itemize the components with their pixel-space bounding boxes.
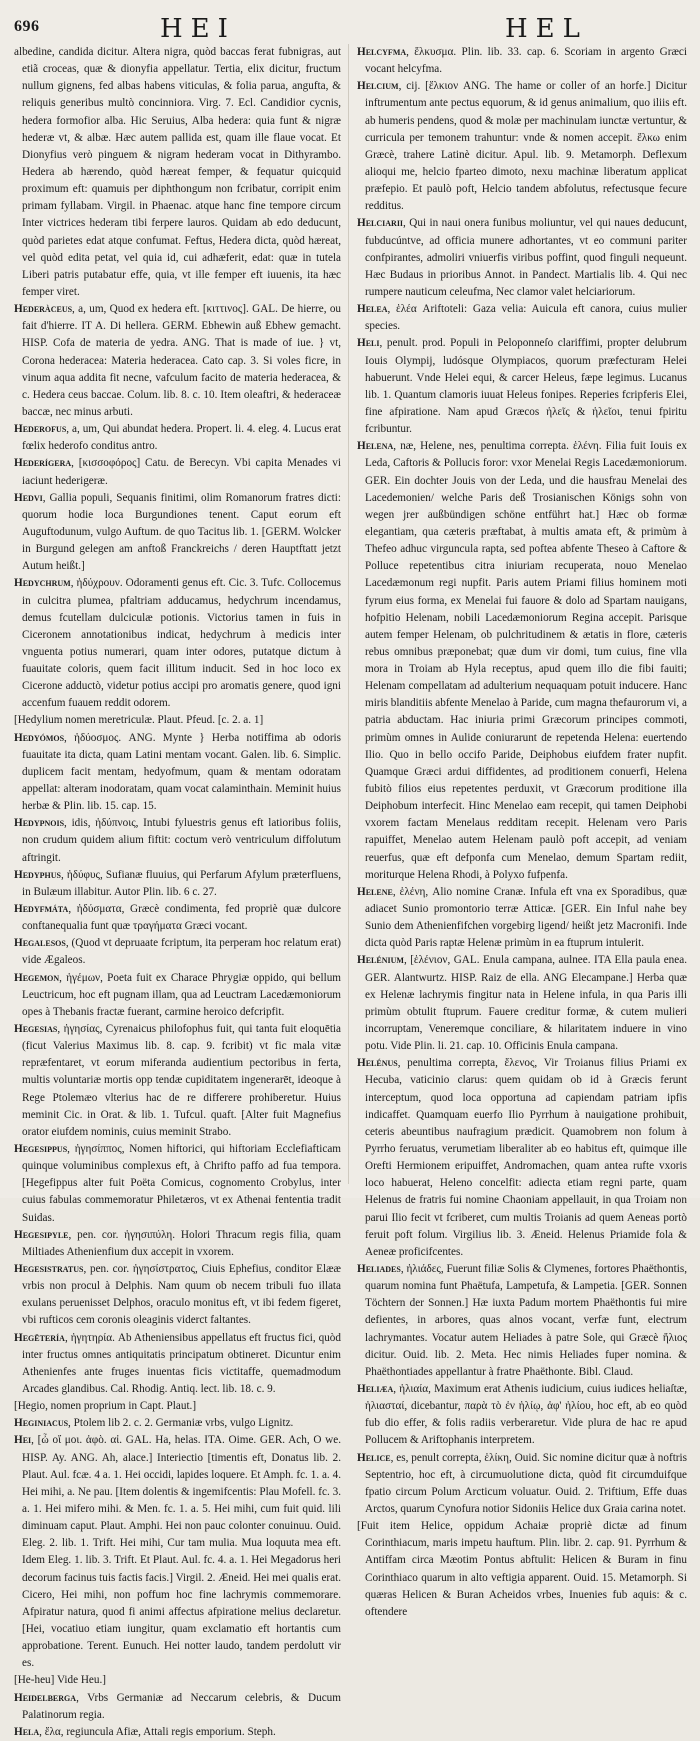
- entry-text: Gallia populi, Sequanis finitimi, olim Romanorum fratres dicti: quorum hodie loca Burgundiones tenent. Caput eorum eft Auguftodunum, vulgo Auftum. de quo Tacitus lib. 1. [GERM. Wolcker in Burgund gelegen am anftoß Franckreichs / deren Hauptftatt jetzt Autum heißt.]: [22, 491, 341, 573]
- entry-headword: Helea: [357, 303, 388, 316]
- entry-text: næ, Helene, nes, penultima correpta. ἑλένη. Filia fuit Iouis ex Leda, Caftoris & Pollucis foror: vxor Menelai Regis Lacedæmoniorum. GER. Ein dochter Jouis von der Leda, und die hausfrau Menelai des Lacedemonien/ welche Paris deß Trosianischen Königs sohn von wegen jrer außbündigen schöne entführt hat.] Hæc ob formæ elegantiam, qua cæteris præftabat, à multis amata eft, & primùm à Thefeo adhuc virguncula rapta, sed poftea abfente Theseo à Caftore & Polluce repetentibus citra iniuriam recuperata, nouo Menelao Lacedæmonum regi nupfit. Paris autem Priami filius hominem moti fyrum eius forma, ex Menelai fui fauore & dolo ad Spartam nauigans, hofpitio Helenam, nobili Lacedæmoniorum Regina accepit. Parisque autem femper Helenam, ob pulchritudinem & ætatis in flore, cæteris rebus omnibus præponebat; quæ dum vir domi, tum cuius, fine vlla mora in Troiam ab Hyla receptus, apud quem illo die fibi fauiti; Helenam compellatam ad adulterium nequaquam potuit inducere. Hanc miris blanditiis abfente Menelao à Paride, cum magna thefaurorum vi, a patria abductam. Hac iniuria primi Græcorum principes commoti, primùm omnes in Aulide coniurarunt de repetenda Helena: euertendo Ilio. Quo in bello occifo Paride, Deiphobus eiufdem frater nupfit. Quamque Græci ardui diffidentes, ad proditionem conuerfi, Helena fubitò filios eius repetentes perduxit, vt Græcorum proditione illa Deiphobum interfecit. Hinc Menelao eam recepit, qui tamen Deiphobi vxorem factam Menelaus redditam recepit. Helenam vero Paris rapuiffet, Menelao autem Helenam paulò poft accepit, ad veniam reuerfus, quæ eft defponfa cum Menelao, demum Spartam rediit, moriturque Helena Rhodi, à Polyxo fufpenfa.: [365, 440, 687, 881]
- entry-text: Qui in naui onera funibus moliuntur, vel qui naues deducunt, fubducúntve, ad officia munere adhortantes, vt eo communi pariter confpirantes, admoliri vniuerfis viribus poffint, quod finguli nequeunt. Hæc Budaus in prioribus Annot. in Pandect. Martialis lib. 4. Qui nec rumpere nauticum celeufma, Nec clamor valet helciariorum.: [365, 217, 688, 298]
- entry-headword: Helénium: [357, 954, 404, 967]
- dictionary-entry: [357, 1518, 687, 1621]
- dictionary-entry: Hegesipyle, pen. cor. ἡγησιπύλη. Holori Thracum regis filia, quam Miltiades Athenienfium dux accepit in vxorem.: [14, 1228, 342, 1258]
- entry-text: ἑλένη, Alio nomine Cranæ. Infula eft vna ex Sporadibus, quæ adiacet Sunio promontorio terræ Atticæ. [GER. Ein Inful nahe bey Sunio dem Athenienfifchen vorgebirg ligend/ heißt jetz Macronifi. Inde dicta quòd Paris raptæ Helenæ primùm in ea ftuprum intulerit.: [365, 885, 688, 950]
- entry-headword: Helciarii: [357, 217, 404, 230]
- entry-text: [ἑλένιον, GAL. Enula campana, aulnee. ITA Ella paula enea. GER. Alantwurtz. HISP. Raiz de ella. ANG Elecampane.] Herba quæ ex Helenæ lachrymis fingitur nata in Helene infula, in qua Paris illi primùm obtulit ftuprum. Fauere creditur formæ, & cutem mulieri incorruptam, Veneremque conciliare, & hilaritatem induere in vino potu. Vide Plin. li. 21. cap. 10. Officinis Enula campana.: [365, 954, 688, 1053]
- entry-headword: Hei: [14, 1434, 32, 1447]
- entry-text: cij. [ἕλκιον ANG. The hame or coller of an horfe.] Dicitur inftrumentum ante pectus equorum, & id genus animalium, quo iliis eft. ab humeris pendens, quod & molæ per machinulam iunctæ vertuntur, & curricula per temonem trahuntur: vnde & nomen accepit. ἕλκω enim Græcè, trahere Latinè dicitur. Apul. lib. 9. Metamorph. Deflexum alioqui me, helcio fparteo dimoto, nexu machinæ liberatum applicat præfepio. Et paulò poft, Helcio tandem abfolutus, refectusque fecure redditus.: [365, 80, 688, 213]
- entry-headword: Hegesias: [14, 1023, 58, 1036]
- entry-headword: Hedypnois: [14, 817, 65, 830]
- dictionary-entry: Helcyfma, ἕλκυσμα. Plin. lib. 33. cap. 6. Scoriam in argento Græci vocant helcyfma.: [357, 46, 687, 76]
- entry-text: a, um, Qui abundat hedera. Propert. li. 4. eleg. 4. Lucus erat fœlix hederofo conditus antro.: [22, 423, 342, 453]
- entry-text: Vrbs Germaniæ ad Neccarum celebris, & Ducum Palatinorum regia.: [22, 1691, 341, 1721]
- entry-text: (Quod vt depruaate fcriptum, ita perperam hoc relatum erat) vide Ægaleos.: [22, 937, 342, 967]
- entry-text: ἑλέα Ariftoteli: Gaza velia: Auicula eft canora, cuius mulier species.: [365, 303, 687, 333]
- dictionary-entry: Hedychrum, ἡδύχρουν. Odoramenti genus eft. Cic. 3. Tufc. Collocemus in culcitra plumea, pfaltriam adducamus, hedychrum incendamus, demus fcutellam dulciculæ potionis. Victorius tamen in fuis in Ciceronem annotationibus indicat, hedychrum à medicis inter vnguenta potius numerari, quam inter odores, putatque dictum à fuauitate coloris, quem facit illitum inducit. Sed in hoc loco ex Cicerone adductò, videtur potius accipi pro aromatis genere, quod igni accenfum fuauem reddit odorem.: [14, 577, 342, 710]
- dictionary-entry: Helénium, [ἑλένιον, GAL. Enula campana, aulnee. ITA Ella paula enea. GER. Alantwurtz. HISP. Raiz de ella. ANG Elecampane.] Herba quæ ex Helenæ lachrymis fingitur nata in Helene infula, in qua Paris illi primùm obtulit ftuprum. Fauere creditur formæ, & cutem mulieri incorruptam, Veneremque conciliare, & hilaritatem induere in vino potu. Vide Plin. li. 21. cap. 10. Officinis Enula campana.: [357, 954, 688, 1053]
- dictionary-entry: Helena, næ, Helene, nes, penultima correpta. ἑλένη. Filia fuit Iouis ex Leda, Caftoris & Pollucis foror: vxor Menelai Regis Lacedæmoniorum. GER. Ein dochter Jouis von der Leda, und die hausfrau Menelai des Lacedemonien/ welche Paris deß Trosianischen Königs sohn von wegen jrer außbündigen schöne entführt hat.] Hæc ob formæ elegantiam, qua cæteris præftabat, à multis amata eft, & primùm à Thefeo adhuc virguncula rapta, sed poftea abfente Theseo à Caftore & Polluce repetentibus citra iniuriam recuperata, nouo Menelao Lacedæmonum regi nupfit. Paris autem Priami filius hominem moti fyrum eius forma, ex Menelai fui fauore & dolo ad Spartam nauigans, hofpitio Helenam, nobili Lacedæmoniorum Regina accepit. Parisque autem femper Helenam, ob pulchritudinem & ætatis in flore, cæteris rebus omnibus præponebat; quæ dum vir domi, tum cuius, fine vlla mora in Troiam ab Hyla receptus, apud quem illo die fibi fauiti; Helenam compellatam ad adulterium nequaquam potuit inducere. Hanc miris blanditiis abfente Menelao à Paride, cum magna thefaurorum vi, a patria abductam. Hac iniuria primi Græcorum principes commoti, primùm omnes in Aulide coniurarunt de repetenda Helena: euertendo Ilio. Quo in bello occifo Paride, Deiphobus eiufdem frater nupfit. Quamque Græci ardui diffidentes, ad proditionem conuerfi, Helena fubitò filios eius repetentes perduxit, vt Græcorum proditione illa Deiphobum interfecit. Hinc Menelao eam recepit, qui tamen Deiphobi vxorem factam Menelaus redditam recepit. Helenam vero Paris rapuiffet, Menelao autem Helenam paulò poft accepit, ad veniam reuerfus, quæ eft defponfa cum Menelao, demum Spartam rediit, moriturque Helena Rhodi, à Polyxo fufpenfa.: [357, 440, 687, 881]
- dictionary-entry: Hegalesos, (Quod vt depruaate fcriptum, ita perperam hoc relatum erat) vide Ægaleos.: [14, 937, 342, 967]
- entry-headword: Hegalesos: [14, 937, 66, 950]
- entry-headword: Heginiacus: [14, 1417, 69, 1430]
- entry-headword: Hedyphus: [14, 868, 61, 881]
- dictionary-entry: Heliæa, ἡλιαία, Maximum erat Athenis iudicium, cuius iudices heliaſtæ, ἡλιασταί, dicebantur, παρὰ τὸ ἐν ἡλίῳ, ἀφ' ἡλίου, hoc eft, ab eo quòd fub dio effer, & folis radiis verberaretur. Vide plura de hac re apud Pollucem & Ariftophanis interpretem.: [357, 1382, 687, 1447]
- entry-text: pen. cor. ἡγησιπύλη. Holori Thracum regis filia, quam Miltiades Athenienfium dux accepit in vxorem.: [22, 1228, 342, 1258]
- dictionary-entry: Hedvi, Gallia populi, Sequanis finitimi, olim Romanorum fratres dicti: quorum hodie loca Burgundiones tenent. Caput eorum eft Auguftodunum, vulgo Auftum. de quo Tacitus lib. 1. [GERM. Wolcker in Burgund gelegen am anftoß Franckreichs / deren Hauptftatt jetzt Autum heißt.]: [14, 491, 341, 573]
- entry-text: [Fuit item Helice, oppidum Achaiæ propriè dictæ ad finum Corinthiacum, maris impetu hauftum. Plin. libr. 2. cap. 91. Pyrrhum & Antiffam circa Mæotim Pontus abftulit: Helicen & Buram in finu Corinthiaco quarum in alto veftigia apparent. Ouid. 15. Metamorph. Si quæras Helicen & Buran Acheidos vrbes, Inuenies fub aquis: & c. oftendere: [357, 1520, 687, 1618]
- entry-headword: Hederofus: [14, 423, 67, 436]
- dictionary-entry: Hegesippus, ἡγησίππος, Nomen hiftorici, qui hiftoriam Ecclefiafticam quinque voluminibus complexus eft, à Chrifto paffo ad fua tempora. [Hegefippus alter fuit Poëta Comicus, cognomento Crobylus, inter cuius fabulas commemoratur Philetæros, vt ex Athenai fententia tradit Suidas.: [14, 1143, 341, 1224]
- entry-headword: Hedyómos: [14, 731, 65, 744]
- entry-headword: Hederígera: [14, 457, 72, 470]
- dictionary-entry: Hegētería, ἡγητηρία. Ab Atheniensibus appellatus eft fructus fici, quòd inter fructus omnes antiquitatis principatum obtineret. Dicuntur enim Athenienfes ante fruges inuentas ficis victitaffe, quemadmodum Arcades glandibus. Cal. Rhodig. Antiq. lect. lib. 18. c. 9.: [14, 1331, 341, 1395]
- entry-text: ἡγησίππος, Nomen hiftorici, qui hiftoriam Ecclefiafticam quinque voluminibus complexus eft, à Chrifto paffo ad fua tempora. [Hegefippus alter fuit Poëta Comicus, cognomento Crobylus, inter cuius fabulas commemoratur Philetæros, vt ex Athenai fententia tradit Suidas.: [22, 1143, 341, 1224]
- entry-text: ἡλιαία, Maximum erat Athenis iudicium, cuius iudices heliaſtæ, ἡλιασταί, dicebantur, παρὰ τὸ ἐν ἡλίῳ, ἀφ' ἡλίου, hoc eft, ab eo quòd fub dio effer, & folis radiis verberaretur. Vide plura de hac re apud Pollucem & Ariftophanis interpretem.: [365, 1382, 687, 1447]
- entry-headword: Helcyfma: [357, 46, 407, 58]
- entry-text: ἕλα, regiuncula Afiæ, Attali regis emporium. Steph.: [44, 1725, 276, 1738]
- entry-text: ἕλκυσμα. Plin. lib. 33. cap. 6. Scoriam in argento Græci vocant helcyfma.: [365, 46, 687, 76]
- entry-headword: Heli: [357, 337, 380, 350]
- entry-headword: Heliades: [357, 1262, 401, 1275]
- entry-text: [Hedylium nomen meretriculæ. Plaut. Pfeud. [c. 2. a. 1]: [14, 714, 264, 727]
- running-head-left: HEI: [160, 14, 236, 44]
- entry-headword: Hederàceus: [14, 303, 73, 316]
- right-column: [357, 44, 688, 1618]
- dictionary-entry: Helea, ἑλέα Ariftoteli: Gaza velia: Auicula eft canora, cuius mulier species.: [357, 303, 687, 333]
- entry-headword: Hedvi: [14, 491, 43, 504]
- entry-text: a, um, Quod ex hedera eft. [κιττινος]. GAL. De hierre, ou fait d'hierre. IT A. Di hellera. GERM. Ebhewin auß Ebhew gemacht. HISP. Cofa de materia de yedra. ANG. That is made of iue. } vt, Corona hederacea: Materia hederacea. Cato cap. 3. Si voles ficre, in vinum aqua addita fit necne, vafculum facito de materia hederacea, & c. Hedera ceus baccae. Colum. lib. 8. c. 10. Item oleaftri, & hederaceæ baccæ, nec minus arbuti.: [22, 303, 342, 418]
- dictionary-entry: Hederofus, a, um, Qui abundat hedera. Propert. li. 4. eleg. 4. Lucus erat fœlix hederofo conditus antro.: [14, 423, 342, 453]
- entry-headword: Helcium: [357, 80, 399, 93]
- entry-text: penult. prod. Populi in Peloponneſo clariffimi, propter delubrum Iouis Olympij, ludósque Olympiacos, quorum præfecturam Helei habuerunt. Vnde Helei equi, & carcer Heleus, fæpe legimus. Lucanus lib. 1. Quantum clamoris iuuat Heleus fonipes. Reperies fcripferis Elei, fine afpiratione. Nam apud Græcos ἠλεῖς & ἠλεῖοι, tenui fpiritu fcribuntur.: [365, 337, 688, 436]
- dictionary-entry: [14, 1398, 341, 1415]
- dictionary-entry: [14, 1672, 341, 1689]
- dictionary-entry: Hederígera, [κισσοφόρος] Catu. de Berecyn. Vbi capita Menades vi iaciunt hederigeræ.: [14, 457, 342, 487]
- entry-headword: Hegesipyle: [14, 1228, 69, 1241]
- dictionary-entry: Heli, penult. prod. Populi in Peloponneſo clariffimi, propter delubrum Iouis Olympij, ludósque Olympiacos, quorum præfecturam Helei habuerunt. Vnde Helei equi, & carcer Heleus, fæpe legimus. Lucanus lib. 1. Quantum clamoris iuuat Heleus fonipes. Reperies fcripferis Elei, fine afpiratione. Nam apud Græcos ἠλεῖς & ἠλεῖοι, tenui fpiritu fcribuntur.: [357, 337, 688, 436]
- dictionary-entry: Heginiacus, Ptolem lib 2. c. 2. Germaniæ vrbs, vulgo Lignitz.: [14, 1417, 294, 1430]
- entry-text: ἡδύχρουν. Odoramenti genus eft. Cic. 3. Tufc. Collocemus in culcitra plumea, pfaltriam adducamus, hedychrum incendamus, demus fcutellam dulciculæ potionis. Victorius tamen in fuis in Ciceronem annotationibus indicat, hedychrum à medicis inter vnguenta potius numerari, quam inter odores, putatque dictum à fuauitate coloris, quem facit illitum inducit. Sed in hoc loco ex Cicerone adductò, videtur potius accipi pro aromatis genere, quod igni accenfum fuauem reddit odorem.: [22, 577, 342, 710]
- entry-headword: Helene: [357, 885, 393, 898]
- entry-text: ἡγέμων, Poeta fuit ex Charace Phrygiæ oppido, qui bellum Leuctricum, hoc eft pugnam illam, qua ad Leuctram Lacedæmoniorum opes à Thebanis fractæ fuerant, carmine heroico defcripfit.: [22, 971, 342, 1018]
- entry-text: ἡδύφυς, Sufianæ fluuius, qui Perfarum Afylum præterfluens, in Bulæum illabitur. Autor Plin. lib. 6 c. 27.: [22, 868, 342, 898]
- entry-headword: Helice: [357, 1451, 391, 1464]
- dictionary-entry: Heliades, ἡλιάδες, Fuerunt filiæ Solis & Clymenes, fortores Phaëthontis, quarum nomina funt Phaëtufa, Lampetufa, & Lampetia. [GER. Sonnen Töchtern der Sonnen.] Hæ iuxta Padum mortem Phaëthontis fui mire defientes, in arbores, quas alnos vocant, verfæ funt, electrum lachrymantes. Vocatur autem Heliades à patre Sole, qui Græcè ἥλιος dicitur. Ouid. lib. 2. Meta. Hec nimis Heliades fuper nomina. & Phaëthontiades appellantur à fratre Phaëthonte. Bibl. Claud.: [357, 1262, 688, 1378]
- entry-text: es, penult correpta, ἑλίκη, Ouid. Sic nomine dicitur quæ à noftris Septentrio, hoc eft, à circumuolutione dicta, quòd fit circumduifque fpatio circum Polum Arcticum voluatur. Ouid. 2. Triftium, Effe duas Arctos, quarum Cynofura notior Sidoniis Helice dux Graia carina notet.: [365, 1451, 687, 1515]
- entry-headword: Hegemon: [14, 971, 60, 984]
- entry-text: [κισσοφόρος] Catu. de Berecyn. Vbi capita Menades vi iaciunt hederigeræ.: [22, 457, 342, 487]
- entry-text: [Hegio, nomen proprium in Capt. Plaut.]: [14, 1400, 197, 1413]
- entry-headword: Helénus: [357, 1057, 398, 1070]
- dictionary-entry: Heidelberga, Vrbs Germaniæ ad Neccarum celebris, & Ducum Palatinorum regia.: [14, 1691, 341, 1721]
- entry-text: ἡδύσματα, Græcè condimenta, fed propriè quæ dulcore conftanequalia funt quæ τραγήματα Græci vocant.: [22, 903, 342, 933]
- dictionary-entry: Hedyphus, ἡδύφυς, Sufianæ fluuius, qui Perfarum Afylum præterfluens, in Bulæum illabitur. Autor Plin. lib. 6 c. 27.: [14, 868, 342, 898]
- page-header: [0, 8, 700, 42]
- dictionary-entry: Helciarii, Qui in naui onera funibus moliuntur, vel qui naues deducunt, fubducúntve, ad officia munere adhortantes, vt eo communi pariter confpirantes, admoliri vniuerfis viribus poffint, quod finguli nequeunt. Hæc Budaus in prioribus Annot. in Pandect. Martialis lib. 4. Qui nec rumpere nauticum celeufma, Nec clamor valet helciariorum.: [357, 217, 688, 298]
- entry-text: ἡδύοσμος. ANG. Mynte } Herba notiffima ab odoris fuauitate ita dicta, quam Latini mentam vocant. Galen. lib. 6. Simplic. duplicem facit mentam, hedyofmum, quam & mentam odoratam appellat: alteram inodoratam, quam vocat calaminthain. Meminit huius herbæ & Plin. lib. 15. cap. 15.: [22, 731, 342, 813]
- running-head-right: HEL: [505, 14, 588, 44]
- entry-headword: Hegesippus: [14, 1143, 68, 1155]
- dictionary-entry: Hegemon, ἡγέμων, Poeta fuit ex Charace Phrygiæ oppido, qui bellum Leuctricum, hoc eft pugnam illam, qua ad Leuctram Lacedæmoniorum opes à Thebanis fractæ fuerant, carmine heroico defcripfit.: [14, 971, 342, 1018]
- entry-text: [He-heu] Vide Heu.]: [14, 1674, 107, 1687]
- entry-text: albedine, candida dicitur. Altera nigra, quòd baccas ferat fubnigras, aut etiã croceas, quæ & dionyfia appellatur. Tertia, elix dicitur, fructum nullum gignens, fed albas habens viticulas, & folia parua, angufta, & reliquis generibus multò concinniora. Virg. 7. Ecl. Candidior cycnis, hedera formofior alba. Hic Seruius, Alba hedera: quia funt & nigræ hederæ vt, & albæ. Hæc autem pallida est, quam ille flaue vocat. Et Dionyfius verò pinguem & nigram hederam vocat in Dithyrambo. Hedera ab hærendo, quòd hæreat femper, & fequatur quicquid proximum eft: quamuis per diphthongum non fcribatur, corripit enim primam fyllabam. Virgil. in Phaenac. atque hanc fine tempore circum Inter victrices hederam tibi ferpere lauros. Quidam ab edo deducunt, quòd parietes edat atque confumat. Feftus, Hedera dicta, quòd hæreat, vel quòd edita petat, vel quia id, cui adhæferit, edat: quæ in tutela Liberi patris putabatur effe, quia, vt ille femper eft iuuenis, ita hæc femper viret.: [14, 46, 341, 298]
- dictionary-entry: Helcium, cij. [ἕλκιον ANG. The hame or coller of an horfe.] Dicitur inftrumentum ante pectus equorum, & id genus animalium, quo iliis eft. ab humeris pendens, quod & molæ per machinulam iunctæ vertuntur, & curricula per temonem trahuntur: vnde & nomen accepit. ἕλκω enim Græcè, trahere Latinè dicitur. Apul. lib. 9. Metamorph. Deflexum alioqui me, helcio fparteo dimoto, nexu machinæ liberatum applicat præfepio. Et paulò poft, Helcio tandem abfolutus, refectusque fecure redditus.: [357, 80, 688, 213]
- dictionary-entry: Helene, ἑλένη, Alio nomine Cranæ. Infula eft vna ex Sporadibus, quæ adiacet Sunio promontorio terræ Atticæ. [GER. Ein Inful nahe bey Sunio dem Athenienfifchen vorgebirg ligend/ heißt jetz Macronifi. Inde dicta quòd Paris raptæ Helenæ primùm in ea ftuprum intulerit.: [357, 885, 688, 950]
- entry-headword: Heliæa: [357, 1382, 394, 1395]
- dictionary-entry: Hedyómos, ἡδύοσμος. ANG. Mynte } Herba notiffima ab odoris fuauitate ita dicta, quam Latini mentam vocant. Galen. lib. 6. Simplic. duplicem facit mentam, hedyofmum, quam & mentam odoratam appellat: alteram inodoratam, quam vocat calaminthain. Meminit huius herbæ & Plin. lib. 15. cap. 15.: [14, 731, 342, 813]
- entry-headword: Heidelberga: [14, 1691, 77, 1704]
- entry-headword: Hela: [14, 1725, 40, 1738]
- entry-text: ἡγητηρία. Ab Atheniensibus appellatus eft fructus fici, quòd inter fructus omnes antiquitatis principatum obtineret. Dicuntur enim Athenienfes ante fruges inuentas ficis victitaffe, quemadmodum Arcades glandibus. Cal. Rhodig. Antiq. lect. lib. 18. c. 9.: [22, 1331, 341, 1395]
- entry-headword: Hedyfmáta: [14, 903, 69, 916]
- dictionary-entry: Helénus, penultima correpta, ἕλενος, Vir Troianus filius Priami ex Hecuba, vaticinio clarus: quem quidam ob id à Græcis ferunt interceptum, quod loca opportuna ad capiendam patriam ipfis indicaffet. Quamquam euerfo Ilio Pyrrhum à nauigatione prohibuit, ceteris abeuntibus naufragium prædicit. Quamobrem non folum à Pyrrho feruatus, verumetiam liberaliter ab eo habitus eft, quimque ille Orefti Hermionem eripuiffet, Andromachen, quam antea rufte vxoris loco habuerat, Heleno concelfit: adiecta etiam regni parte, quam Helenus de fratris fui nomine Chaoniam appellauit, in qua Troiam non parui Ilio fecit vt fcriberet, cum multis Troianis ad quem Aeneas portò feruit poft folum. Virgilius lib. 3. Æneid. Helenus Priamide fola & Aeneæ proficifcentes.: [357, 1057, 688, 1258]
- entry-text: [ὦ οἴ μοι. ἀφὸ. αἰ. GAL. Ha, helas. ITA. Oime. GER. Ach, O we. HISP. Ay. ANG. Ah, alace.] Interiectio [timentis eft, Donatus lib. 2. Plaut. Aul. fcæ. 4 a. 1. Hei occidi, lapides loquere. Et Amph. fc. 1. a. 4. Hei mihi, a. Ne pau. [Item dolentis & ingemifcentis: Plau Mofell. fc. 3. a. 1. Hei mifero mihi. & Men. fc. 1. a. 5. Hei mihi, cum fuit quid. lili diminuam caput. Plaut. Amphi. Hei non pauc colonter conuinuu. Ouid. Eleg. 2. lib. 1. Trift. Hei mihi, Cur tam mulia. Mua loquuta mea eft. Idem Eleg. 1. lib. 3. Trift. Et Plaut. Aul. fc. 4. a. 1. Hei Megadorus heri decorum facinus tuis factis facis.] Virgil. 2. Æneid. Hei mei qualis erat. Cicero, Hei mihi, non poffum hoc fine lachrymis commemorare. Afpiratur natura, quod fi animi affectus afpiratione melius declaretur. [Hei, vocatiuo etiam iungitur, quam exclamatio eft hortantis cum approbatione. Terent. Eunuch. Hei notter laudo, tandem perdolutt vir es.: [22, 1434, 341, 1670]
- dictionary-entry: Hedypnois, idis, ἡδύπνοις, Intubi fyluestris genus eft latioribus foliis, non crudum quidem alium fiftit: coctum verò ventriculum diffolutum aftringit.: [14, 817, 341, 864]
- entry-text: ἡλιάδες, Fuerunt filiæ Solis & Clymenes, fortores Phaëthontis, quarum nomina funt Phaëtufa, Lampetufa, & Lampetia. [GER. Sonnen Töchtern der Sonnen.] Hæ iuxta Padum mortem Phaëthontis fui mire defientes, in arbores, quas alnos vocant, verfæ funt, electrum lachrymantes. Vocatur autem Heliades à patre Sole, qui Græcè ἥλιος dicitur. Ouid. lib. 2. Meta. Hec nimis Heliades fuper nomina. & Phaëthontiades appellantur à fratre Phaëthonte. Bibl. Claud.: [365, 1262, 688, 1378]
- dictionary-entry: Hela, ἕλα, regiuncula Afiæ, Attali regis emporium. Steph.: [14, 1725, 276, 1738]
- entry-headword: Hedychrum: [14, 577, 71, 590]
- entry-text: ἡγησίας, Cyrenaicus philofophus fuit, qui tanta fuit eloquētia (ficut Valerius Maximus lib. 8. cap. 9. fcribit) vt fic mala vitæ repræfentaret, vt eorum miferanda audientium pectoribus in ferta, multis voluntariæ mortis opp tendæ cupiditatem ingenerarēt, ideoque à Rege Ptolemæo vlterius hac de re differere prohiberetur. Huius meminit Cic. in Orat. & lib. 1. Tufcul. quaft. [Alter fuit Magnefius orator eiufdem nominis, cuius meminit Strabo.: [22, 1023, 341, 1138]
- entry-headword: Helena: [357, 440, 394, 453]
- left-column: [14, 44, 342, 1738]
- dictionary-entry: [14, 44, 341, 301]
- entry-text: penultima correpta, ἕλενος, Vir Troianus filius Priami ex Hecuba, vaticinio clarus: quem quidam ob id à Græcis ferunt interceptum, quod loca opportuna ad capiendam patriam ipfis indicaffet. Quamquam euerfo Ilio Pyrrhum à nauigatione prohibuit, ceteris abeuntibus naufragium prædicit. Quamobrem non folum à Pyrrho feruatus, verumetiam liberaliter ab eo habitus eft, quimque ille Orefti Hermionem eripuiffet, Andromachen, quam antea rufte vxoris loco habuerat, Heleno concelfit: adiecta etiam regni parte, quam Helenus de fratris fui nomine Chaoniam appellauit, in qua Troiam non parui Ilio fecit vt fcriberet, cum multis Troianis ad quem Aeneas portò feruit poft folum. Virgilius lib. 3. Æneid. Helenus Priamide fola & Aeneæ proficifcentes.: [365, 1057, 688, 1258]
- dictionary-entry: Hedyfmáta, ἡδύσματα, Græcè condimenta, fed propriè quæ dulcore conftanequalia funt quæ τραγήματα Græci vocant.: [14, 903, 342, 933]
- dictionary-entry: Hei, [ὦ οἴ μοι. ἀφὸ. αἰ. GAL. Ha, helas. ITA. Oime. GER. Ach, O we. HISP. Ay. ANG. Ah, alace.] Interiectio [timentis eft, Donatus lib. 2. Plaut. Aul. fcæ. 4 a. 1. Hei occidi, lapides loquere. Et Amph. fc. 1. a. 4. Hei mihi, a. Ne pau. [Item dolentis & ingemifcentis: Plau Mofell. fc. 3. a. 1. Hei mifero mihi. & Men. fc. 1. a. 5. Hei mihi, cum fuit quid. lili diminuam caput. Plaut. Amphi. Hei non pauc colonter conuinuu. Ouid. Eleg. 2. lib. 1. Trift. Hei mihi, Cur tam mulia. Mua loquuta mea eft. Idem Eleg. 1. lib. 3. Trift. Et Plaut. Aul. fc. 4. a. 1. Hei Megadorus heri decorum facinus tuis factis facis.] Virgil. 2. Æneid. Hei mei qualis erat. Cicero, Hei mihi, non poffum hoc fine lachrymis commemorare. Afpiratur natura, quod fi animi affectus afpiratione melius declaretur. [Hei, vocatiuo etiam iungitur, quam exclamatio eft hortantis cum approbatione. Terent. Eunuch. Hei notter laudo, tandem perdolutt vir es.: [14, 1434, 341, 1670]
- entry-headword: Hegesistratus: [14, 1262, 84, 1275]
- dictionary-entry: Hegesias, ἡγησίας, Cyrenaicus philofophus fuit, qui tanta fuit eloquētia (ficut Valerius Maximus lib. 8. cap. 9. fcribit) vt fic mala vitæ repræfentaret, vt eorum miferanda audientium pectoribus in ferta, multis voluntariæ mortis opp tendæ cupiditatem ingenerarēt, ideoque à Rege Ptolemæo vlterius hac de re differere prohiberetur. Huius meminit Cic. in Orat. & lib. 1. Tufcul. quaft. [Alter fuit Magnefius orator eiufdem nominis, cuius meminit Strabo.: [14, 1023, 341, 1138]
- dictionary-entry: Hegesistratus, pen. cor. ἡγησίστρατος, Ciuis Ephefius, conditor Elææ vrbis non procul à Delphis. Nam quum ob necem tribuli fuo illata exulans peruenisset Delphos, oraculo monitus eft, vt ibi fedem figeret, vbi rufticos cem coronis oleaginis viderct faltantes.: [14, 1262, 341, 1327]
- page-number: 696: [14, 18, 40, 35]
- dictionary-entry: Hederàceus, a, um, Quod ex hedera eft. [κιττινος]. GAL. De hierre, ou fait d'hierre. IT A. Di hellera. GERM. Ebhewin auß Ebhew gemacht. HISP. Cofa de materia de yedra. ANG. That is made of iue. } vt, Corona hederacea: Materia hederacea. Cato cap. 3. Si voles ficre, in vinum aqua addita fit necne, vafculum facito de materia hederacea, & c. Hedera ceus baccae. Colum. lib. 8. c. 10. Item oleaftri, & hederaceæ baccæ, nec minus arbuti.: [14, 303, 342, 418]
- dictionary-entry: [14, 712, 341, 729]
- entry-text: idis, ἡδύπνοις, Intubi fyluestris genus eft latioribus foliis, non crudum quidem alium fiftit: coctum verò ventriculum diffolutum aftringit.: [22, 817, 341, 864]
- entry-text: pen. cor. ἡγησίστρατος, Ciuis Ephefius, conditor Elææ vrbis non procul à Delphis. Nam quum ob necem tribuli fuo illata exulans peruenisset Delphos, oraculo monitus eft, vt ibi fedem figeret, vbi rufticos cem coronis oleaginis viderct faltantes.: [22, 1262, 341, 1327]
- dictionary-entry: Helice, es, penult correpta, ἑλίκη, Ouid. Sic nomine dicitur quæ à noftris Septentrio, hoc eft, à circumuolutione dicta, quòd fit circumduifque fpatio circum Polum Arcticum voluatur. Ouid. 2. Triftium, Effe duas Arctos, quarum Cynofura notior Sidoniis Helice dux Graia carina notet.: [357, 1451, 687, 1515]
- entry-text: Ptolem lib 2. c. 2. Germaniæ vrbs, vulgo Lignitz.: [73, 1417, 294, 1430]
- entry-headword: Hegētería: [14, 1331, 65, 1344]
- column-divider: [348, 44, 349, 1184]
